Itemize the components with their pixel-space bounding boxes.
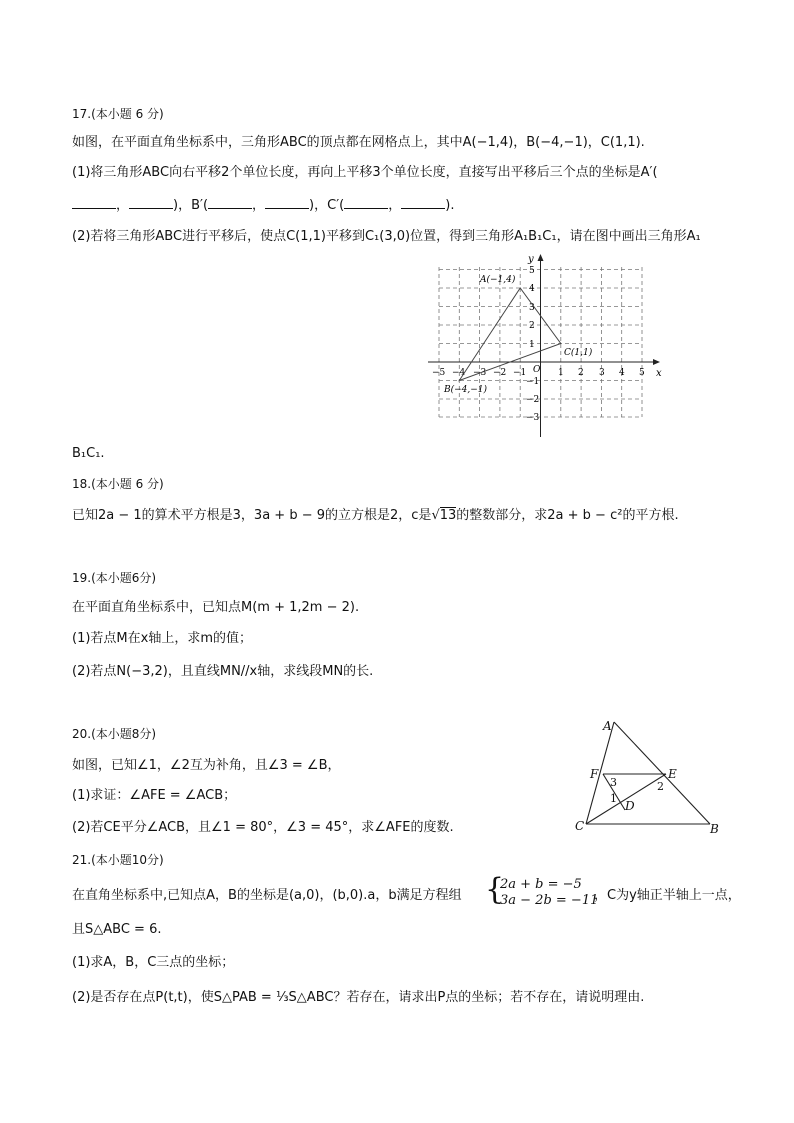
x-tick: −5 [432,368,446,378]
q18-stem: 已知2a − 1的算术平方根是3，3a + b − 9的立方根是2，c是√13的整数部分，求2a + b − c²的平方根. [72,508,679,523]
y-tick: 3 [529,303,535,313]
q18-heading: 18.(本小题 6 分) [72,477,164,491]
y-tick: 2 [529,321,535,331]
x-tick: 2 [578,368,584,378]
x-tick: 1 [558,368,564,378]
point-d-label: D [625,799,635,813]
point-b-label: B(−4,−1) [444,385,488,395]
y-axis-arrow-icon [538,254,544,261]
x-tick: −1 [513,368,527,378]
equation-brace-icon: { [485,872,505,907]
y-tick: −1 [526,377,540,387]
q21-stem-1: 在直角坐标系中,已知点A，B的坐标是(a,0)，(b,0).a，b满足方程组 [72,888,462,903]
sqrt-radicand: 13 [439,508,457,523]
q17-part1: (1)将三角形ABC向右平移2个单位长度，再向上平移3个单位长度，直接写出平移后三个点的坐标是A′( [72,165,658,180]
y-tick: −2 [526,395,540,405]
angle-1-label: 1 [610,792,617,805]
x-axis-arrow-icon [653,359,660,365]
q21-stem-2: ，C为y轴正半轴上一点， [594,888,741,903]
angle-3-label: 3 [610,776,617,789]
point-f-label: F [590,767,599,781]
vertex-a-label: A [603,719,612,733]
q17-stem: 如图，在平面直角坐标系中，三角形ABC的顶点都在网格点上，其中A(−1,4)，B(−4,−1)，C(1,1). [72,135,645,150]
q19-heading: 19.(本小题6分) [72,571,157,585]
vertex-c-label: C [575,819,585,833]
q20-part1: (1)求证：∠AFE = ∠ACB； [72,788,237,803]
answer-blank[interactable] [129,196,173,209]
equation-2: 3a − 2b = −11 [500,893,599,908]
q20-stem: 如图，已知∠1，∠2互为补角，且∠3 = ∠B， [72,758,341,773]
equation-1: 2a + b = −5 [500,877,582,892]
q20-heading: 20.(本小题8分) [72,727,157,741]
x-axis-label: x [656,368,662,379]
origin-label: O [533,365,541,375]
q21-stem-3: 且S△ABC = 6. [72,922,162,937]
x-tick: −2 [493,368,507,378]
q19-part2: (2)若点N(−3,2)，且直线MN//x轴，求线段MN的长. [72,664,374,679]
triangle-abc [459,288,561,381]
x-tick: 4 [619,368,625,378]
y-tick: −3 [526,413,540,423]
q20-part2: (2)若CE平分∠ACB，且∠1 = 80°，∠3 = 45°，求∠AFE的度数. [72,820,454,835]
answer-blank[interactable] [72,196,116,209]
q17-part2: (2)若将三角形ABC进行平移后，使点C(1,1)平移到C₁(3,0)位置，得到三角形A₁B₁C₁，请在图中画出三角形A₁ [72,229,701,244]
y-tick-labels [526,266,540,423]
x-tick: −4 [452,368,466,378]
answer-blank[interactable] [344,196,388,209]
answer-blank[interactable] [208,196,252,209]
coordinate-grid-figure [420,252,670,442]
q21-heading: 21.(本小题10分) [72,853,164,867]
x-tick: 5 [639,368,645,378]
q21-part2: (2)是否存在点P(t,t)，使S△PAB = ⅓S△ABC？若存在，请求出P点的坐标；若不存在，请说明理由. [72,990,645,1005]
q17-heading: 17.(本小题 6 分) [72,107,164,121]
y-tick: 5 [529,266,535,276]
geometry-figure [570,712,730,840]
point-a-label: A(−1,4) [480,275,516,285]
y-tick: 1 [529,340,535,350]
answer-blank[interactable] [265,196,309,209]
sqrt-symbol: √ [431,508,440,523]
x-tick: 3 [599,368,605,378]
y-tick: 4 [529,284,535,294]
angle-2-label: 2 [657,780,664,793]
answer-blank[interactable] [401,196,445,209]
q19-part1: (1)若点M在x轴上，求m的值； [72,631,252,646]
q17-part1-blanks: ， )，B′( ， )，C′( ， ). [72,196,454,216]
q19-stem: 在平面直角坐标系中，已知点M(m + 1,2m − 2). [72,600,360,615]
q17-part2-tail: B₁C₁. [72,446,105,461]
point-c-label: C(1,1) [564,348,593,358]
point-e-label: E [668,767,677,781]
vertex-b-label: B [710,822,719,836]
y-axis-label: y [528,254,534,265]
q21-part1: (1)求A，B，C三点的坐标； [72,955,235,970]
x-tick: −3 [473,368,487,378]
